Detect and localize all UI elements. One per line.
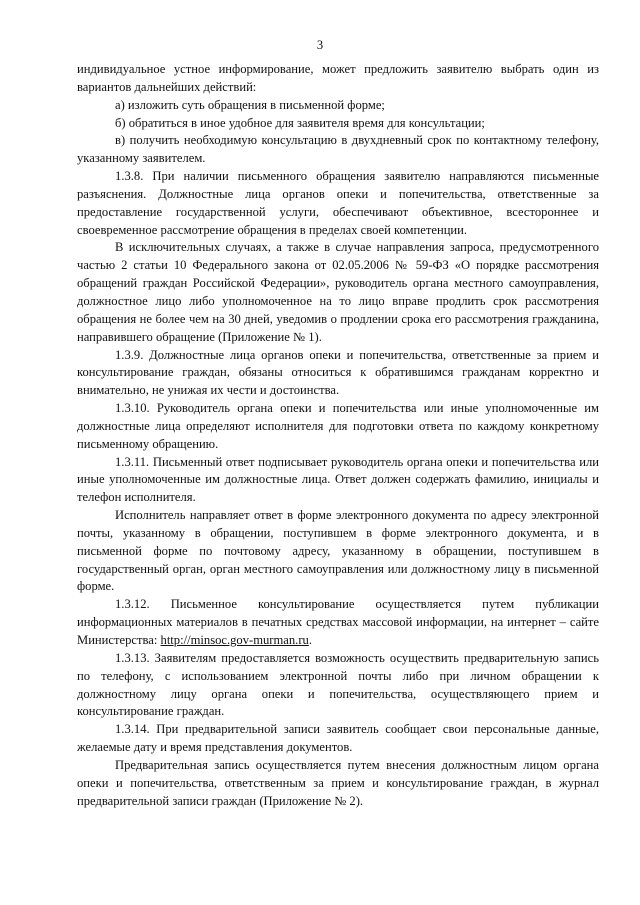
paragraph-continuation: индивидуальное устное информирование, может предложить заявителю выбрать один из вариантов дальнейших действий: [77, 62, 599, 94]
option-b: б) обратиться в иное удобное для заявителя время для консультации; [115, 115, 485, 130]
clause-1-3-14: 1.3.14. При предварительной записи заявитель сообщает свои персональные данные, желаемые дату и время представления документов. [77, 722, 599, 755]
clause-1-3-12-end: . [308, 633, 312, 647]
ministry-website-link[interactable]: http://minsoc.gov-murman.ru [160, 633, 309, 647]
page-number: 3 [316, 38, 324, 52]
clause-1-3-9: 1.3.9. Должностные лица органов опеки и попечительства, ответственные за прием и консультирование граждан, обязаны относиться к обратившимся гражданам корректно и внимательно, не унижая их чести и достоинства. [77, 347, 599, 398]
clause-1-3-11: 1.3.11. Письменный ответ подписывает руководитель органа опеки и попечительства или иные уполномоченные им должностные лица. Ответ должен содержать фамилию, инициалы и телефон исполнителя. [77, 454, 599, 505]
clause-1-3-12 [77, 596, 599, 650]
paragraph-executor-response: Исполнитель направляет ответ в форме электронного документа по адресу электронной почты, указанному в обращении, поступившем в форме электронного документа, и в письменной форме по почтовому адресу, указанному в обращении, поступившем в государственный орган, орган местного самоуправления или должностному лицу в письменной форме. [77, 508, 599, 594]
paragraph-pre-registration: Предварительная запись осуществляется путем внесения должностным лицом органа опеки и попечительства, ответственным за прием и консультирование граждан, в журнал предварительной записи граждан (Приложение № 2). [77, 757, 599, 808]
document-body [77, 61, 599, 810]
clause-1-3-13: 1.3.13. Заявителям предоставляется возможность осуществить предварительную запись по телефону, с использованием электронной почты либо при личном обращении к должностному лицу органа опеки и попечительства, осуществляющего прием и консультирование граждан. [77, 650, 599, 719]
clause-1-3-12-text: 1.3.12. Письменное консультирование осуществляется путем публикации информационных материалов в печатных средствах массовой информации, на интернет – сайте Министерства: [77, 597, 599, 647]
paragraph-exceptional-cases: В исключительных случаях, а также в случае направления запроса, предусмотренного частью 2 статьи 10 Федерального закона от 02.05.2006 № 59-ФЗ «О порядке рассмотрения обращений граждан Российской Федерации», руководитель органа местного самоуправления, должностное лицо либо уполномоченное на то лицо вправе продлить срок рассмотрения обращения не более чем на 30 дней, уведомив о продлении срока его рассмотрения гражданина, направившего обращение (Приложение № 1). [77, 240, 599, 344]
option-c: в) получить необходимую консультацию в двухдневный срок по контактному телефону, указанному заявителем. [77, 133, 599, 166]
option-a: а) изложить суть обращения в письменной форме; [115, 97, 385, 112]
clause-1-3-8: 1.3.8. При наличии письменного обращения заявителю направляются письменные разъяснения. Должностные лица органов опеки и попечительства, ответственные за предоставление государственной услуги, обеспечивают объективное, всестороннее и своевременное рассмотрение обращения в пределах своей компетенции. [77, 169, 599, 237]
clause-1-3-10: 1.3.10. Руководитель органа опеки и попечительства или иные уполномоченные им должностные лица определяют исполнителя для подготовки ответа по каждому конкретному письменному обращению. [77, 401, 599, 451]
